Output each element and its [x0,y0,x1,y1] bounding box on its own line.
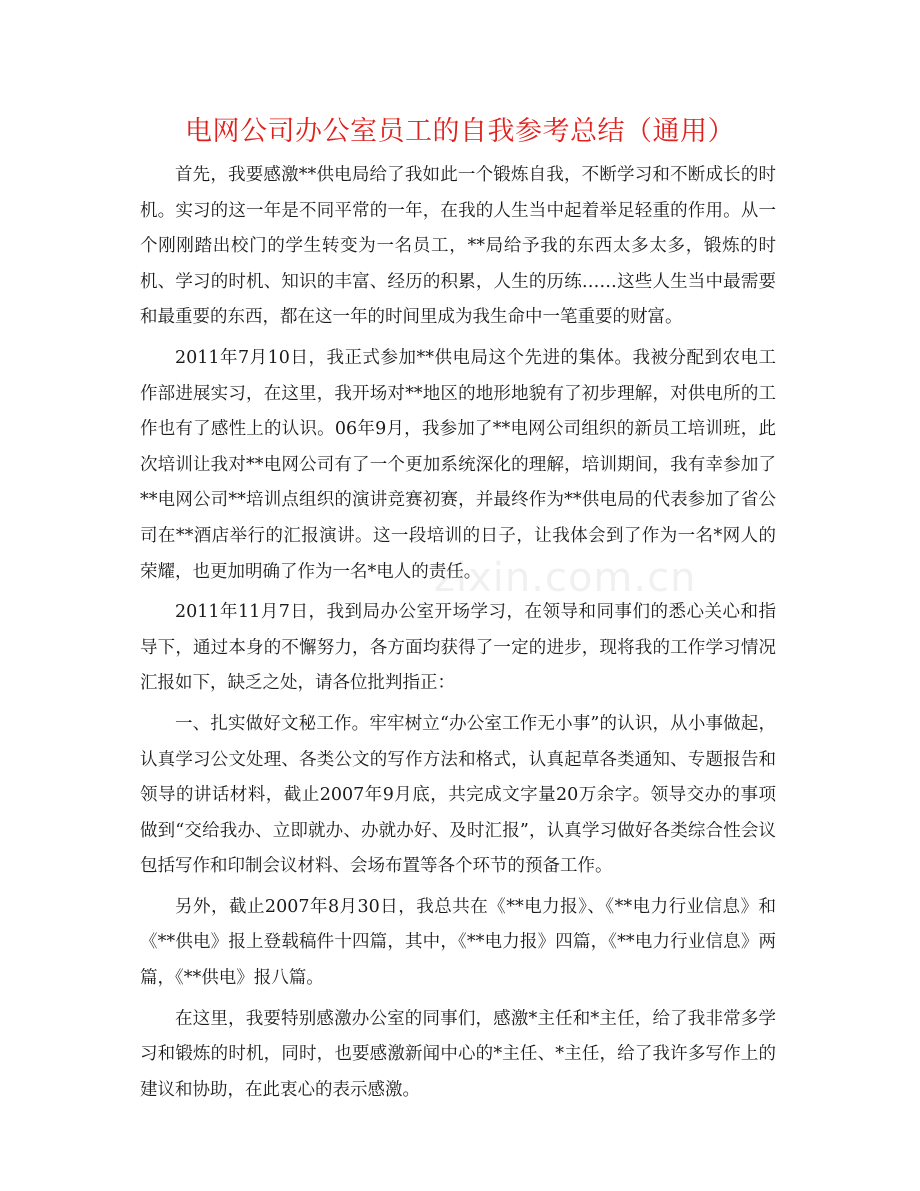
document-title: 电网公司办公室员工的自我参考总结（通用） [185,116,735,147]
paragraph-6: 在这里，我要特别感激办公室的同事们，感激*主任和*主任，给了我非常多学习和锻炼的时机，同时，也要感激新闻中心的*主任、*主任，给了我许多写作上的建议和协助，在此衷心的表示感激。 [140,1008,776,1100]
paragraph-2: 2011年7月10日，我正式参加**供电局这个先进的集体。我被分配到农电工作部进展实习，在这里，我开场对**地区的地形地貌有了初步理解，对供电所的工作也有了感性上的认识。06年9月，我参加了**电网公司组织的新员工培训班，此次培训让我对**电网公司有了一个更加系统深化的理解，培训期间，我有幸参加了**电网公司**培训点组织的演讲竞赛初赛，并最终作为**供电局的代表参加了省公司在**酒店举行的汇报演讲。这一段培训的日子，让我体会到了作为一名*网人的荣耀，也更加明确了作为一名*电人的责任。 [140,347,776,582]
document-body [140,158,776,1113]
paragraph-3: 2011年11月7日，我到局办公室开场学习，在领导和同事们的悉心关心和指导下，通过本身的不懈努力，各方面均获得了一定的进步，现将我的工作学习情况汇报如下，缺乏之处，请各位批判指正： [140,602,776,694]
paragraph-1: 首先，我要感激**供电局给了我如此一个锻炼自我，不断学习和不断成长的时机。实习的这一年是不同平常的一年，在我的人生当中起着举足轻重的作用。从一个刚刚踏出校门的学生转变为一名员工，**局给予我的东西太多太多，锻炼的时机、学习的时机、知识的丰富、经历的积累，人生的历练……这些人生当中最需要和最重要的东西，都在这一年的时间里成为我生命中一笔重要的财富。 [140,165,776,328]
paragraph-4: 一、扎实做好文秘工作。牢牢树立“办公室工作无小事”的认识，从小事做起，认真学习公文处理、各类公文的写作方法和格式，认真起草各类通知、专题报告和领导的讲话材料，截止2007年9月底，共完成文字量20万余字。领导交办的事项做到“交给我办、立即就办、办就办好、及时汇报”，认真学习做好各类综合性会议包括写作和印制会议材料、会场布置等各个环节的预备工作。 [140,713,776,877]
watermark: zixin.com.cn [434,555,697,601]
paragraph-5: 另外，截止2007年8月30日，我总共在《**电力报》、《**电力行业信息》和《**供电》报上登载稿件十四篇，其中，《**电力报》四篇，《**电力行业信息》两篇，《**供电》报八篇。 [140,896,776,989]
